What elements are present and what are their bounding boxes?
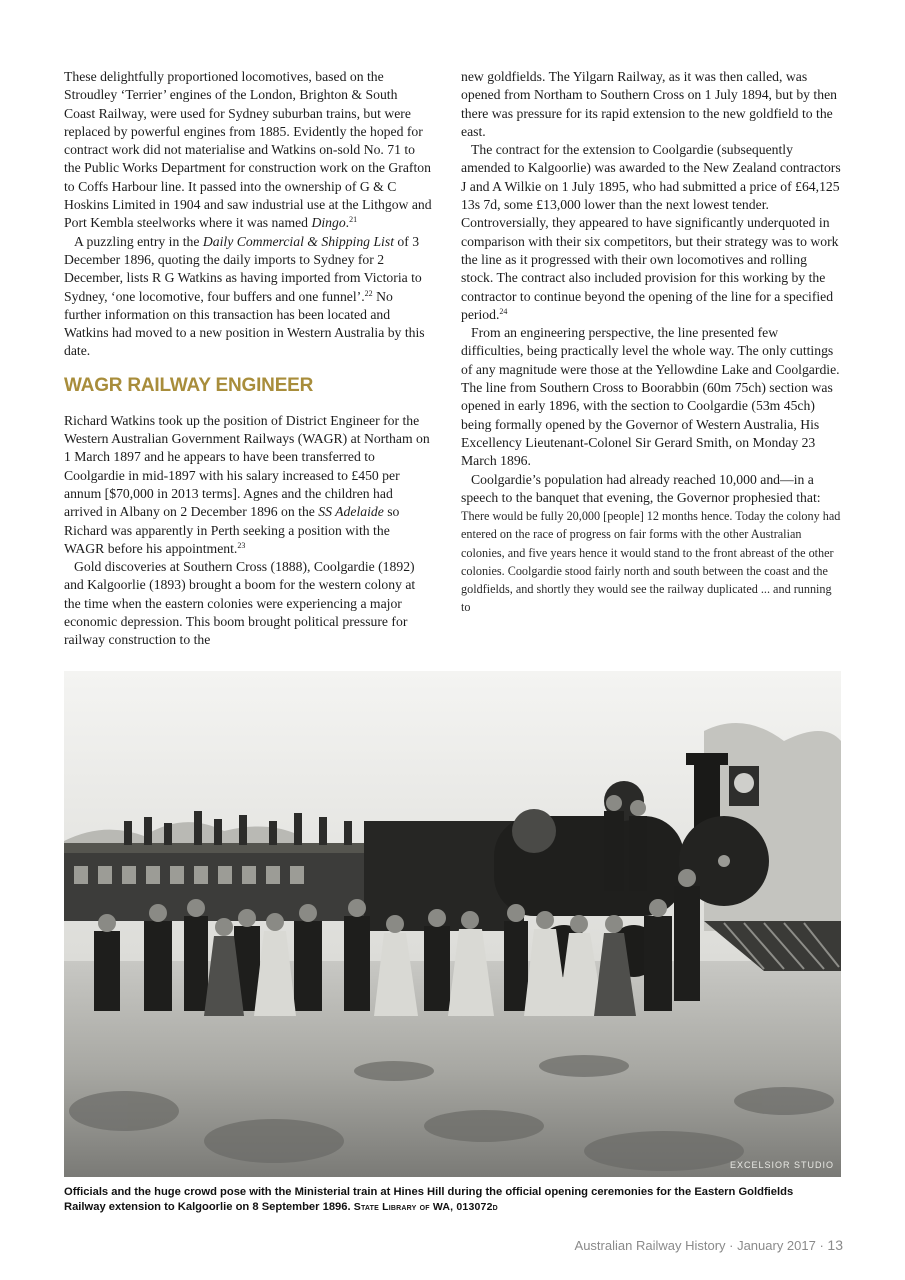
photo-credit: State Library of WA, 013072d (353, 1201, 498, 1213)
train-carriages (64, 851, 364, 921)
italic-newspaper-title: Daily Commercial & Shipping List (202, 233, 394, 249)
photo-caption: Officials and the huge crowd pose with the Ministerial train at Hines Hill during the official opening ceremonies for the Eastern Goldfields Railway extension to Kalgoorlie on 8 September 1896. State Library of WA, 013072d (64, 1186, 794, 1213)
paragraph-engineering: From an engineering perspective, the line presented few difficulties, being practically level the whole way. The only cuttings of any magnitude were those at the Yellowdine Lake and Coolgardie. The line from Southern Cross to Boorabbin (60m 75ch) section was opened in early 1896, with the section to Coolgardie (53m 45ch) being formally opened by the Governor of Western Australia, His Excellency Lieutenant-Colonel Sir Gerard Smith, on Monday 23 March 1896. (461, 325, 840, 469)
left-column (64, 68, 432, 650)
page-number: 13 (827, 1237, 843, 1253)
train-crowd-illustration (64, 671, 841, 1177)
historic-train-photo (64, 671, 841, 1177)
paragraph-contract: The contract for the extension to Coolgardie (subsequently amended to Kalgoorlie) was awarded to the New Zealand contractors J and A Wilkie on 1 July 1895, who had submitted a price of £64,125 13s 7d, some £13,000 lower than the next lowest tender. Controversially, they appeared to have significantly underquoted in comparison with their six competitors, but their strategy was to work the line as it progressed with their own locomotives and rolling stock. The contract also included provision for this working by the contractor to continue beyond the opening of the line for a specified period.$^{24}$ (461, 142, 841, 322)
block-quote-governor: There would be fully 20,000 [people] 12 months hence. Today the colony had entered on the race of progress on fair forms with the other Australian colonies, and five years hence it would stand to the front abreast of the other colonies. Coolgardie stood fairly north and south between the coast and the goldfields, and shortly they would see the railway duplicated ... and running to (461, 509, 841, 615)
paragraph-terrier-locomotives: These delightfully proportioned locomotives, based on the Stroudley ‘Terrier’ engines of the London, Brighton & South Coast Railway, were used for Sydney suburban trains, but were replaced by powerful engines from 1885. Evidently the hoped for contract work did not materialise and Watkins on-sold No. 71 to the Public Works Department for construction work on the Grafton to Coffs Harbour line. It passed into the ownership of G & C Hoskins Limited in 1904 and saw industrial use at the Lithgow and Port Kembla steelworks where it was named Dingo.$^{21}$ (64, 69, 432, 231)
paragraph-yilgarn-railway: new goldfields. The Yilgarn Railway, as it was then called, was opened from Northam to Southern Cross on 1 July 1894, but by then there was pressure for its rapid extension to the new goldfield to the east. (461, 69, 837, 139)
paragraph-puzzling-entry: A puzzling entry in the Daily Commercial & Shipping List of 3 December 1896, quoting the daily imports to Sydney for 2 December, lists R G Watkins as having imported from Victoria to Sydney, ‘one locomotive, four buffers and one funnel’.$^{22}$ No further information on this transaction has been located and Watkins had moved to a new position in Western Australia by this date. (64, 233, 425, 359)
right-column (461, 68, 842, 616)
footnote-ref-23: 23 (237, 540, 246, 550)
footnote-ref-21: 21 (349, 215, 358, 225)
italic-ship-name: SS Adelaide (318, 504, 384, 520)
paragraph-population: Coolgardie’s population had already reached 10,000 and—in a speech to the banquet that evening, the Governor prophesied that: (461, 471, 821, 505)
section-heading: WAGR RAILWAY ENGINEER (64, 374, 314, 396)
paragraph-gold-discoveries: Gold discoveries at Southern Cross (1888), Coolgardie (1892) and Kalgoorlie (1893) brought a boom for the western colony at the time when the eastern colonies were experiencing a major economic depression. This boom brought political pressure for railway construction to the (64, 559, 416, 648)
italic-dingo: Dingo (311, 215, 346, 231)
paragraph-district-engineer: Richard Watkins took up the position of District Engineer for the Western Australian Government Railways (WAGR) at Northam on 1 March 1897 and he appears to have been transferred to Coolgardie in mid-1897 with his salary increased to £450 per annum [$70,000 in 2013 terms]. Agnes and the children had arrived in Albany on 2 December 1896 on the SS Adelaide so Richard was apparently in Perth seeking a position with the WAGR before his appointment.$^{23}$ (64, 412, 430, 556)
page-footer (575, 1237, 843, 1253)
publication-info: Australian Railway History · January 2017 · (574, 1238, 828, 1253)
photo-watermark: EXCELSIOR STUDIO (729, 1160, 834, 1170)
footnote-ref-22: 22 (364, 288, 373, 298)
footnote-ref-24: 24 (499, 306, 508, 316)
